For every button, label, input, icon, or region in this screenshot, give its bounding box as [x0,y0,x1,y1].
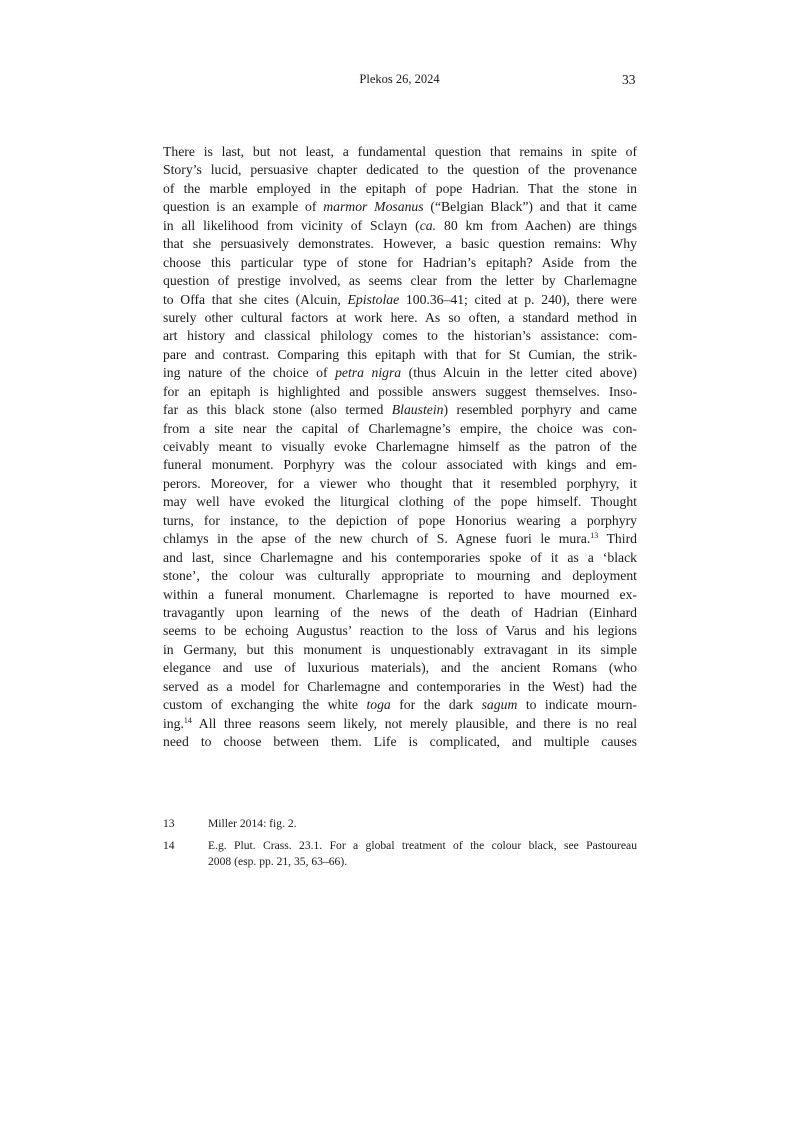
text-run: surely other cultural factors at work here. As so often, a standard method in [163,309,637,325]
text-run: may well have evoked the liturgical clothing of the pope himself. Thought [163,494,637,510]
footnotes [163,816,637,876]
text-line [163,641,637,659]
text-line [163,364,637,382]
text-run: ceivably meant to visually evoke Charlemagne himself as the patron of the [163,439,637,454]
text-run: stone’, the colour was culturally appropriate to mourning and deployment [163,568,637,584]
text-run: elegance and use of luxurious materials), and the ancient Romans (who [163,660,637,676]
text-line [163,198,637,216]
text-run: There is last, but not least, a fundamental question that remains in spite of [163,144,637,159]
italic-term: sagum [481,697,518,713]
footnote-number: 13 [163,817,175,830]
text-run: chlamys in the apse of the new church of S. Agnese fuori le mura. [163,531,591,547]
italic-term: petra nigra [335,365,402,381]
text-run: need to choose between them. Life is complicated, and multiple causes [163,734,637,749]
text-line [163,401,637,419]
text-line [163,438,637,456]
footnote-text [208,838,637,870]
text-line [163,346,637,364]
text-run: question of prestige involved, as seems clear from the letter by Charlemagne [163,273,637,289]
text-run: far as this black stone (also termed [163,402,392,418]
text-line [163,291,637,309]
footnote-line: Miller 2014: fig. 2. [208,817,297,830]
footnote-line: 2008 (esp. pp. 21, 35, 63–66). [208,855,348,868]
text-line [163,383,637,401]
text-run: from a site near the capital of Charlemagne’s empire, the choice was con- [163,420,637,436]
text-line [163,622,637,640]
text-line [163,217,637,235]
italic-term: toga [366,697,391,713]
footnote [163,816,637,832]
text-run: 80 km from Aachen) are things [436,217,637,233]
text-run: pare and contrast. Comparing this epitaph with that for St Cumian, the strik- [163,346,637,362]
text-run: question is an example of [163,199,324,215]
italic-term: marmor Mosanus [323,199,424,215]
text-run: turns, for instance, to the depiction of pope Honorius wearing a porphyry [163,512,637,528]
text-line [163,715,637,733]
text-run: of the marble employed in the epitaph of pope Hadrian. That the stone in [163,180,637,196]
footnote-line: E.g. Plut. Crass. 23.1. For a global treatment of the colour black, see Pastoureau [208,839,637,852]
text-run: within a funeral monument. Charlemagne is reported to have mourned ex- [163,586,637,602]
text-line [163,420,637,438]
text-run: for the dark [390,697,482,713]
text-run: served as a model for Charlemagne and contemporaries in the West) had the [163,678,637,694]
text-run: 100.36–41; cited at p. 240), there were [399,291,637,307]
text-line [163,733,637,751]
text-run: perors. Moreover, for a viewer who thought that it resembled porphyry, it [163,475,637,491]
text-run: art history and classical philology comes to the historian’s assistance: com- [163,328,637,344]
text-run: funeral monument. Porphyry was the colour associated with kings and em- [163,457,637,473]
text-run: Story’s lucid, persuasive chapter dedicated to the question of the provenance [163,162,637,178]
text-run: ing nature of the choice of [163,365,336,381]
text-line [163,567,637,585]
body-text [163,143,637,751]
text-line [163,604,637,622]
text-run: All three reasons seem likely, not merely plausible, and there is no real [191,715,637,731]
page-number: 33 [622,72,636,87]
text-line [163,180,637,198]
text-run: Third [598,531,637,547]
text-line [163,696,637,714]
text-line [163,272,637,290]
footnote-ref[interactable]: 13 [590,531,599,541]
footnote-ref[interactable]: 14 [183,715,192,725]
text-run: choose this particular type of stone for Hadrian’s epitaph? Aside from the [163,254,637,270]
text-run: seems to be echoing Augustus’ reaction to the loss of Varus and his legions [163,623,637,639]
text-line [163,309,637,327]
text-run: (thus Alcuin in the letter cited above) [401,365,637,381]
text-run: custom of exchanging the white [163,697,367,713]
text-line [163,678,637,696]
text-line [163,512,637,530]
text-line [163,475,637,493]
text-line [163,235,637,253]
text-run: in all likelihood from vicinity of Sclayn ( [163,217,420,233]
text-line [163,161,637,179]
text-run: and last, since Charlemagne and his contemporaries spoke of it as a ‘black [163,549,637,565]
text-line [163,549,637,567]
text-line [163,456,637,474]
text-run: (“Belgian Black”) and that it came [423,199,637,215]
italic-term: Epistolae [347,291,400,307]
text-run: to Offa that she cites (Alcuin, [163,291,348,307]
text-line [163,493,637,511]
journal-title: Plekos 26, 2024 [359,72,440,86]
italic-term: ca. [419,217,437,233]
footnote-number: 14 [163,839,175,852]
text-run: that she persuasively demonstrates. However, a basic question remains: Why [163,236,637,252]
text-line [163,586,637,604]
text-run: ) resembled porphyry and came [443,402,637,418]
italic-term: Blaustein [391,402,444,418]
text-line [163,254,637,272]
text-run: to indicate mourn- [517,697,637,713]
footnote [163,838,637,870]
text-run: ing. [163,715,184,731]
footnote-text [208,816,637,832]
text-run: for an epitaph is highlighted and possible answers suggest themselves. Inso- [163,383,637,399]
text-line [163,659,637,677]
text-line [163,530,637,548]
text-line [163,327,637,345]
text-line [163,143,637,161]
text-run: in Germany, but this monument is unquestionably extravagant in its simple [163,641,637,657]
text-run: travagantly upon learning of the news of the death of Hadrian (Einhard [163,604,637,620]
